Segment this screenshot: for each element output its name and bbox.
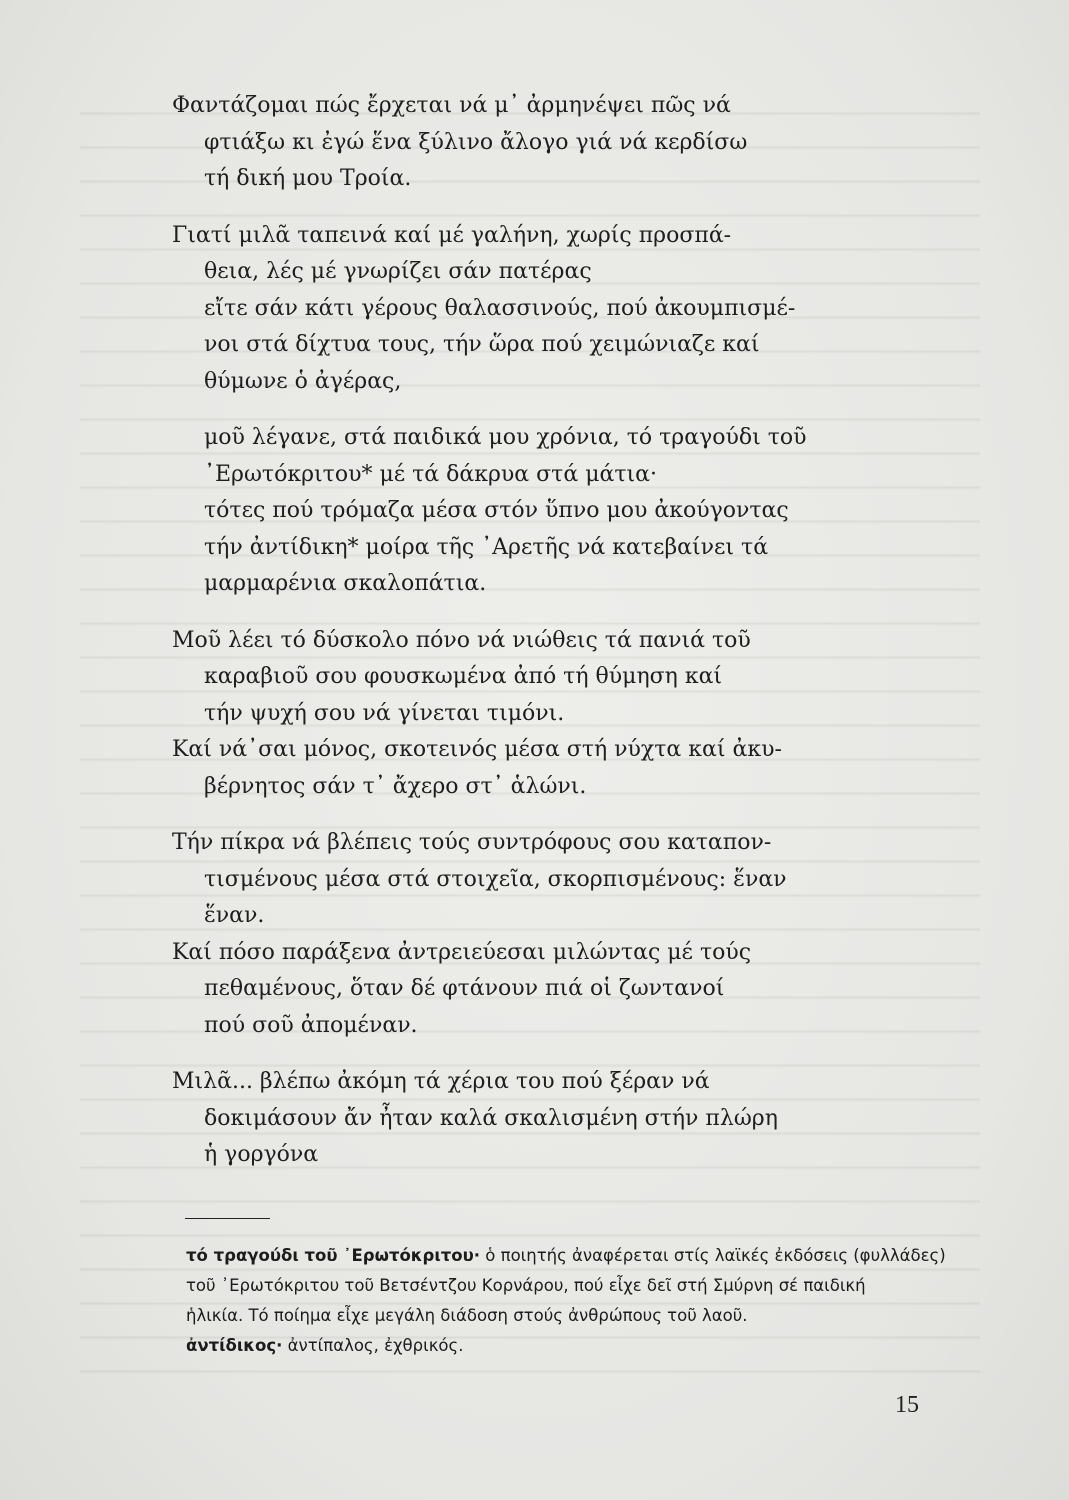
verse-line: τήν ψυχή σου νά γίνεται τιμόνι.	[204, 700, 565, 726]
verse-line: τήν ἀντίδικη* μοίρα τῆς ᾽Αρετῆς νά κατεβαίνει τά	[204, 534, 769, 560]
footnote-1-line-2: τοῦ ᾽Ερωτόκριτου τοῦ Βετσέντζου Κορνάρου, πού εἶχε δεῖ στή Σμύρνη σέ παιδική	[186, 1276, 866, 1295]
verse-line: ἡ γοργόνα	[204, 1142, 319, 1167]
footnote-1-line-1	[186, 1241, 946, 1271]
verse-line: Καί πόσο παράξενα ἀντρειεύεσαι μιλώντας μέ τούς	[172, 939, 752, 965]
verse-line: τή δική μου Τροία.	[204, 166, 412, 191]
stanza-3	[168, 420, 828, 603]
verse-line: εἴτε σάν κάτι γέρους θαλασσινούς, πού ἀκουμπισμέ-	[204, 295, 796, 321]
stanza-1	[168, 88, 828, 198]
stanza-2	[168, 218, 828, 401]
stanza-5	[168, 732, 828, 805]
verse-line: τισμένους μέσα στά στοιχεῖα, σκορπισμένους: ἕναν	[204, 866, 787, 892]
verse-line: Καί νά᾽σαι μόνος, σκοτεινός μέσα στή νύχτα καί ἀκυ-	[172, 737, 782, 762]
stanza-7	[168, 935, 828, 1045]
verse-line: βέρνητος σάν τ᾽ ἄχερο στ᾽ ἁλώνι.	[204, 773, 587, 799]
verse-line: πεθαμένους, ὅταν δέ φτάνουν πιά οἱ ζωντανοί	[204, 976, 725, 1001]
footnote-2-text: ἀντίπαλος, ἐχθρικός.	[282, 1336, 464, 1355]
footnote-2	[186, 1331, 946, 1361]
page-number: 15	[895, 1392, 919, 1418]
footnote-2-term: ἀντίδικος·	[186, 1336, 283, 1355]
verse-line: νοι στά δίχτυα τους, τήν ὥρα πού χειμώνιαζε καί	[204, 332, 760, 357]
verse-line: Μοῦ λέει τό δύσκολο πόνο νά νιώθεις τά πανιά τοῦ	[172, 627, 751, 653]
verse-line: θεια, λές μέ γνωρίζει σάν πατέρας	[204, 259, 592, 284]
verse-line: φτιάξω κι ἐγώ ἕνα ξύλινο ἄλογο γιά νά κερδίσω	[204, 129, 748, 155]
verse-line: Γιατί μιλᾶ ταπεινά καί μέ γαλήνη, χωρίς προσπά-	[172, 222, 732, 248]
footnotes	[186, 1241, 946, 1361]
stanza-4	[168, 623, 828, 733]
verse-line: ἕναν.	[204, 903, 265, 928]
verse-line: ᾽Ερωτόκριτου* μέ τά δάκρυα στά μάτια·	[204, 461, 657, 487]
footnote-1-term: τό τραγούδι τοῦ ᾽Ερωτόκριτου·	[186, 1246, 481, 1265]
verse-line: θύμωνε ὁ ἀγέρας,	[204, 368, 402, 394]
verse-line: δοκιμάσουν ἄν ἦταν καλά σκαλισμένη στήν πλώρη	[204, 1105, 778, 1131]
footnote-1-line-3: ἡλικία. Τό ποίημα εἶχε μεγάλη διάδοση στούς ἀνθρώπους τοῦ λαοῦ.	[186, 1306, 748, 1325]
verse-line: μαρμαρένια σκαλοπάτια.	[204, 571, 487, 596]
stanza-6	[168, 825, 828, 935]
footnote-1-text: ὁ ποιητής ἀναφέρεται στίς λαϊκές ἐκδόσεις (φυλλάδες)	[480, 1246, 946, 1265]
verse-line: καραβιοῦ σου φουσκωμένα ἀπό τή θύμηση καί	[204, 664, 723, 689]
stanza-8	[168, 1064, 828, 1174]
footnote-separator	[185, 1218, 270, 1219]
verse-line: μοῦ λέγανε, στά παιδικά μου χρόνια, τό τραγούδι τοῦ	[204, 425, 807, 450]
verse-line: Φαντάζομαι πώς ἔρχεται νά μ᾽ ἀρμηνέψει πῶς νά	[172, 93, 731, 118]
verse-line: Μιλᾶ... βλέπω ἀκόμη τά χέρια του πού ξέραν νά	[172, 1069, 710, 1094]
verse-line: πού σοῦ ἀπομέναν.	[204, 1012, 418, 1038]
poem-text	[168, 88, 828, 1194]
verse-line: τότες πού τρόμαζα μέσα στόν ὕπνο μου ἀκούγοντας	[204, 498, 789, 523]
verse-line: Τήν πίκρα νά βλέπεις τούς συντρόφους σου καταπον-	[172, 830, 772, 855]
